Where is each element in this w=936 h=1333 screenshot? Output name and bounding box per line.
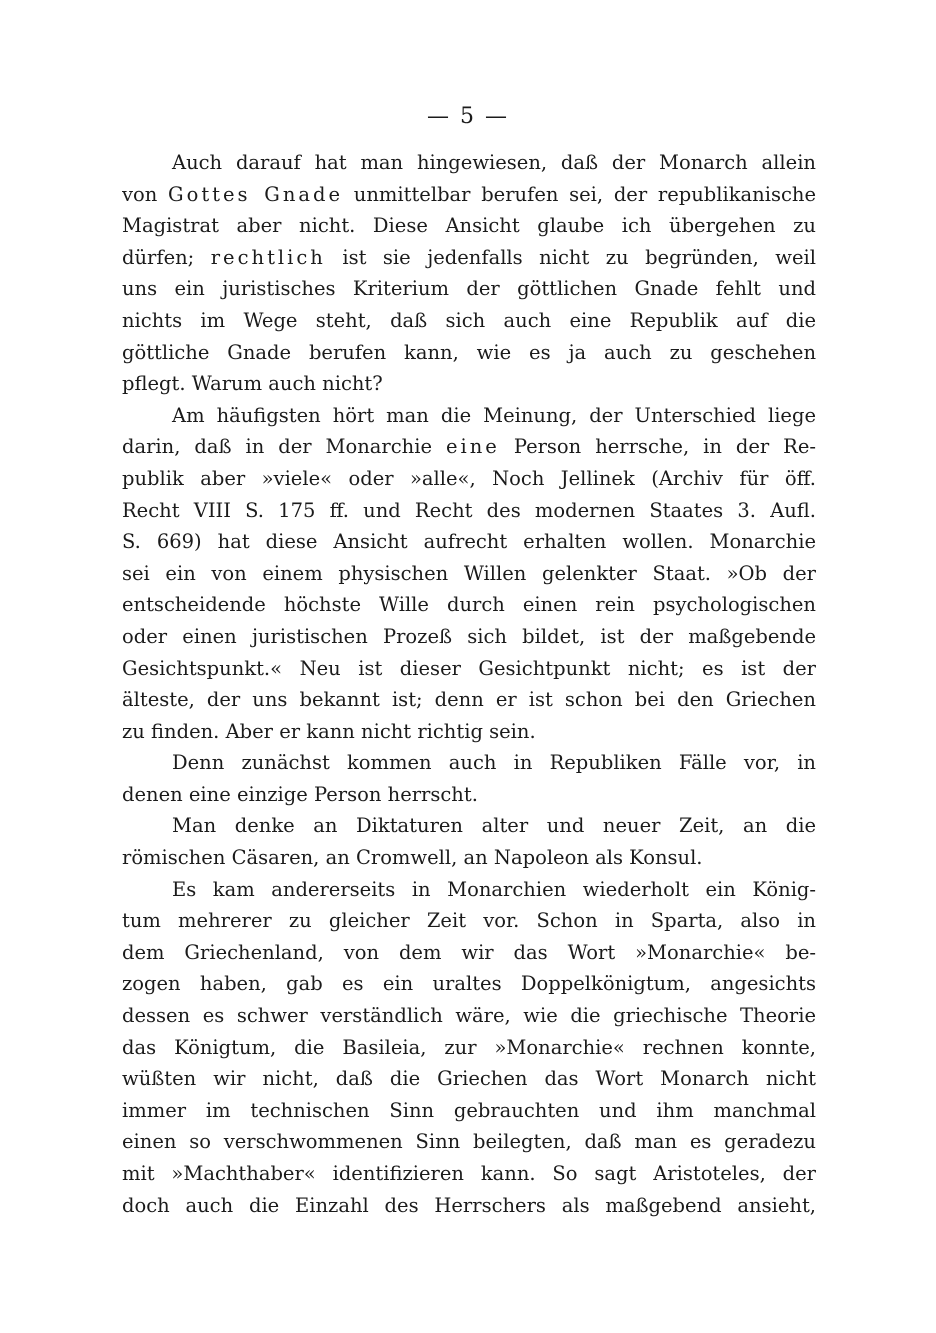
text-line: älteste, der uns bekannt ist; denn er ist schon bei den Griechen	[122, 688, 816, 712]
text-line: pflegt. Warum auch nicht?	[122, 372, 383, 396]
text-line: mit »Machthaber« identifizieren kann. So sagt Aristoteles, der	[122, 1162, 816, 1185]
text-segment: von	[122, 182, 169, 206]
text-line: dem Griechenland, von dem wir das Wort »Monarchie« be-	[122, 940, 816, 964]
text-line: sei ein von einem physischen Willen gelenkter Staat. »Ob der	[122, 561, 816, 585]
text-line: zu finden. Aber er kann nicht richtig sein.	[122, 719, 536, 743]
text-line: publik aber »viele« oder »alle«, Noch Jellinek (Archiv für öff.	[122, 466, 816, 490]
text-line: Recht VIII S. 175 ff. und Recht des modernen Staates 3. Aufl.	[122, 498, 816, 522]
text-line: dessen es schwer verständlich wäre, wie die griechische Theorie	[122, 1004, 816, 1028]
text-line: tum mehrerer zu gleicher Zeit vor. Schon in Sparta, also in	[122, 909, 816, 933]
text-line: Am häufigsten hört man die Meinung, der Unterschied liege	[172, 403, 816, 427]
text-line	[122, 431, 816, 463]
text-line: römischen Cäsaren, an Cromwell, an Napoleon als Konsul.	[122, 846, 703, 870]
spaced-emphasis: eine	[445, 435, 500, 459]
text-line: einen so verschwommenen Sinn beilegten, daß man es geradezu	[122, 1130, 816, 1154]
text-line	[122, 179, 816, 211]
text-line: Es kam andererseits in Monarchien wiederholt ein König-	[172, 877, 816, 901]
text-line: Auch darauf hat man hingewiesen, daß der Monarch allein	[172, 151, 816, 174]
text-segment: unmittelbar berufen sei, der republikanische	[343, 182, 816, 206]
text-line	[122, 242, 816, 274]
page-number: — 5 —	[427, 104, 509, 129]
spaced-emphasis: Gottes Gnade	[168, 182, 344, 206]
body-text	[122, 147, 816, 1221]
text-line: Magistrat aber nicht. Diese Ansicht glaube ich übergehen zu	[122, 214, 816, 238]
text-line: uns ein juristisches Kriterium der göttlichen Gnade fehlt und	[122, 277, 816, 301]
text-line: entscheidende höchste Wille durch einen rein psychologischen	[122, 593, 816, 617]
text-line: das Königtum, die Basileia, zur »Monarchie« rechnen konnte,	[122, 1035, 816, 1059]
text-line: Denn zunächst kommen auch in Republiken Fälle vor, in	[172, 751, 816, 775]
text-line: doch auch die Einzahl des Herrschers als maßgebend ansieht,	[122, 1193, 816, 1217]
text-segment: darin, daß in der Monarchie	[122, 435, 446, 459]
spaced-emphasis: rechtlich	[210, 245, 326, 269]
text-line: denen eine einzige Person herrscht.	[122, 782, 478, 806]
text-line: oder einen juristischen Prozeß sich bildet, ist der maßgebende	[122, 624, 816, 648]
text-segment: Person herrsche, in der Re-	[499, 435, 816, 459]
text-line: wüßten wir nicht, daß die Griechen das Wort Monarch nicht	[122, 1067, 816, 1091]
text-segment: ist sie jedenfalls nicht zu begründen, weil	[325, 245, 816, 269]
text-line: immer im technischen Sinn gebrauchten und ihm manchmal	[122, 1098, 816, 1122]
text-line: Gesichtspunkt.« Neu ist dieser Gesichtpunkt nicht; es ist der	[122, 656, 816, 680]
text-line: S. 669) hat diese Ansicht aufrecht erhalten wollen. Monarchie	[122, 530, 816, 554]
text-line: Man denke an Diktaturen alter und neuer Zeit, an die	[172, 814, 816, 838]
text-line: zogen haben, gab es ein uraltes Doppelkönigtum, angesichts	[122, 972, 816, 996]
text-line: nichts im Wege steht, daß sich auch eine Republik auf die	[122, 308, 816, 332]
text-line: göttliche Gnade berufen kann, wie es ja auch zu geschehen	[122, 340, 816, 364]
text-segment: dürfen;	[122, 245, 211, 269]
